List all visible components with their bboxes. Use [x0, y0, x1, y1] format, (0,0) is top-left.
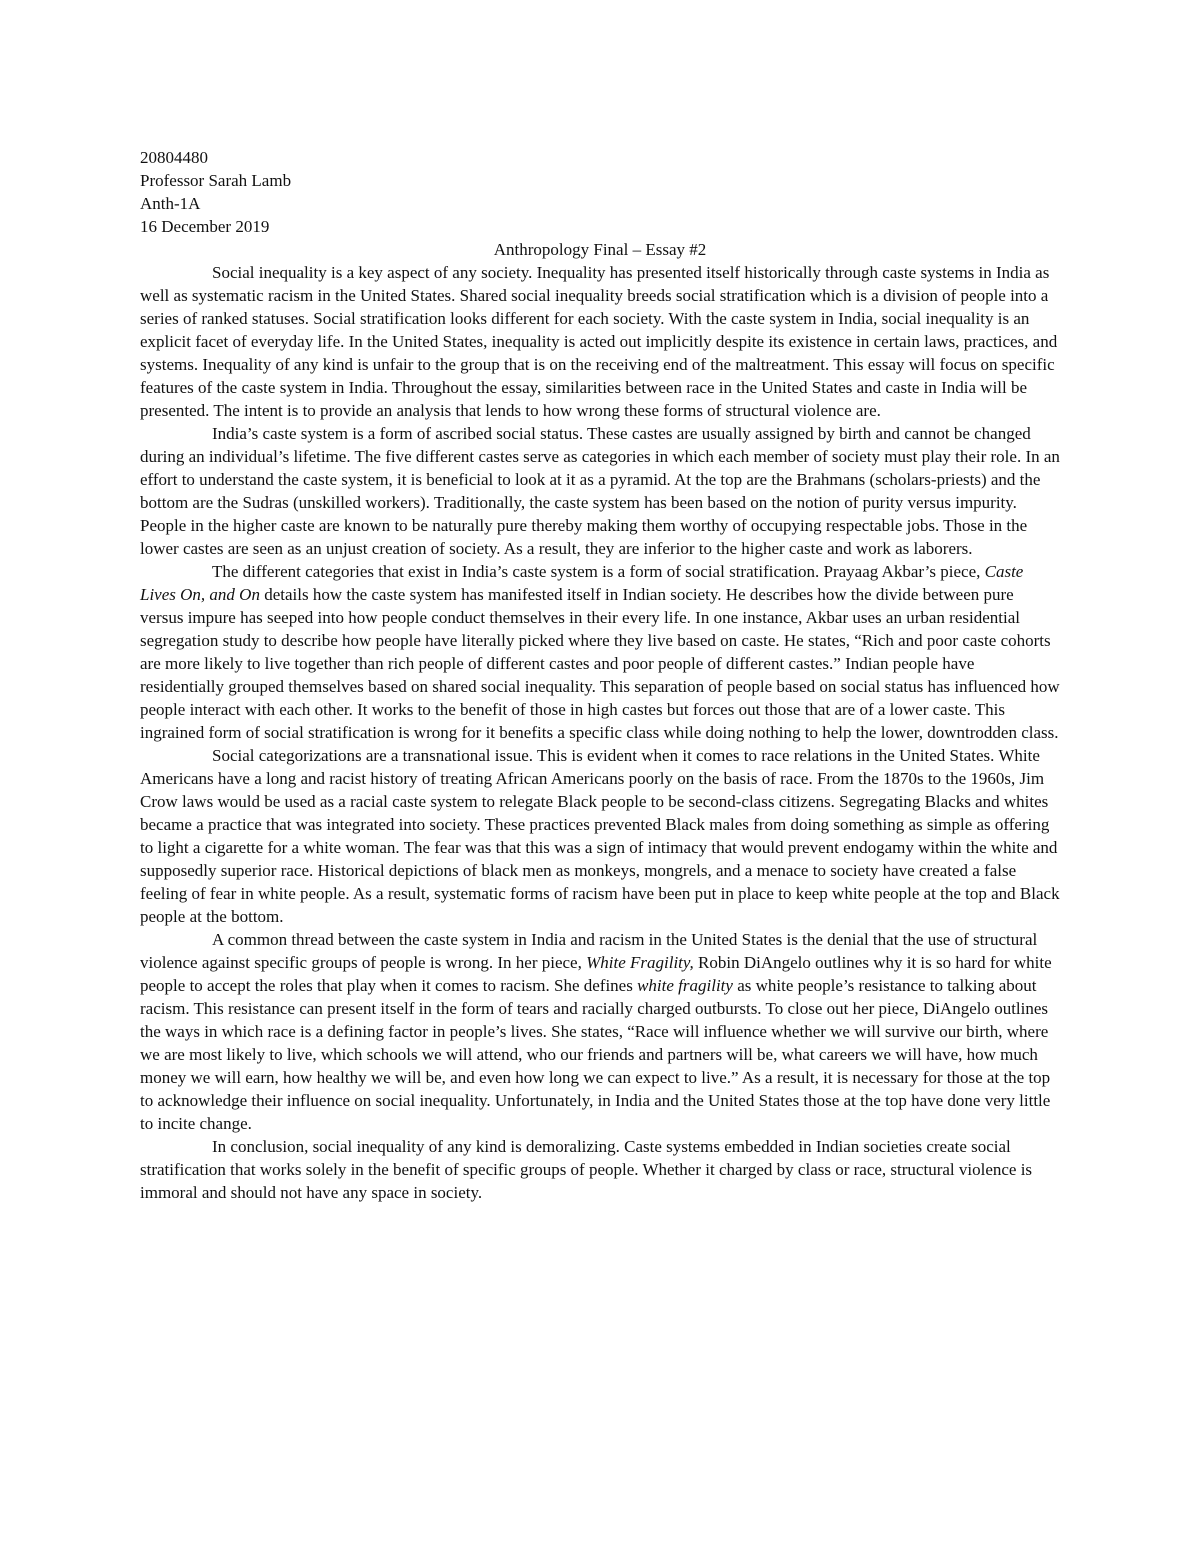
essay-date: 16 December 2019 — [140, 217, 270, 236]
paragraph-akbar-text-after: details how the caste system has manifested itself in Indian society. He describes how the divide between pure versus impure has seeped into how people conduct themselves in their every life. In one instance, Akbar uses an urban residential segregation study to describe how people have literally picked where they live based on caste. He states, “Rich and poor caste cohorts are more likely to live together than rich people of different castes and poor people of different castes.” Indian people have residentially grouped themselves based on shared social inequality. This separation of people based on social status has influenced how people interact with each other. It works to the benefit of those in high castes but forces out those that are of a lower caste. This ingrained form of social stratification is wrong for it benefits a specific class while doing nothing to help the lower, downtrodden class. — [140, 585, 1060, 742]
paragraph-us-race: Social categorizations are a transnational issue. This is evident when it comes to race relations in the United States. White Americans have a long and racist history of treating African Americans poorly on the basis of race. From the 1870s to the 1960s, Jim Crow laws would be used as a racial caste system to relegate Black people to be second-class citizens. Segregating Blacks and whites became a practice that was integrated into society. These practices prevented Black males from doing something as simple as offering to light a cigarette for a white woman. The fear was that this was a sign of intimacy that would prevent endogamy within the white and supposedly superior race. Historical depictions of black men as monkeys, mongrels, and a menace to society have created a false feeling of fear in white people. As a result, systematic forms of racism have been put in place to keep white people at the top and Black people at the bottom. — [140, 746, 1060, 926]
paragraph-conclusion: In conclusion, social inequality of any kind is demoralizing. Caste systems embedded in Indian societies create social stratification that works solely in the benefit of specific groups of people. Whether it charged by class or race, structural violence is immoral and should not have any space in society. — [140, 1137, 1033, 1202]
book-title-caste-lives-on: Caste Lives On, and On — [140, 562, 1024, 604]
course-name: Anth-1A — [140, 194, 201, 213]
paragraph-diangelo-text-after: as white people’s resistance to talking about racism. This resistance can present itself in the form of tears and racially charged outbursts. To close out her piece, DiAngelo outlines the ways in which race is a defining factor in people’s lives. She states, “Race will influence whether we will survive our birth, where we are most likely to live, which schools we will attend, who our friends and partners will be, what careers we will have, how much money we will earn, how healthy we will be, and even how long we can expect to live.” As a result, it is necessary for those at the top to acknowledge their influence on social inequality. Unfortunately, in India and the United States those at the top have done very little to incite change. — [140, 976, 1051, 1133]
paragraph-caste-system: India’s caste system is a form of ascribed social status. These castes are usually assigned by birth and cannot be changed during an individual’s lifetime. The five different castes serve as categories in which each member of society must play their role. In an effort to understand the caste system, it is beneficial to look at it as a pyramid. At the top are the Brahmans (scholars-priests) and the bottom are the Sudras (unskilled workers). Traditionally, the caste system has been based on the notion of purity versus impurity. People in the higher caste are known to be naturally pure thereby making them worthy of occupying respectable jobs. Those in the lower castes are seen as an unjust creation of society. As a result, they are inferior to the higher caste and work as laborers. — [140, 424, 1060, 558]
paragraph-diangelo-text-middle: Robin DiAngelo outlines why it is so hard for white people to accept the roles that play when it comes to racism. She defines — [140, 953, 1052, 995]
paragraph-diangelo — [140, 928, 1060, 1135]
student-id: 20804480 — [140, 148, 208, 167]
professor-name: Professor Sarah Lamb — [140, 171, 292, 190]
paragraph-akbar — [140, 560, 1060, 744]
paragraph-intro: Social inequality is a key aspect of any society. Inequality has presented itself historically through caste systems in India as well as systematic racism in the United States. Shared social inequality breeds social stratification which is a division of people into a series of ranked statuses. Social stratification looks different for each society. With the caste system in India, social inequality is an explicit facet of everyday life. In the United States, inequality is acted out implicitly despite its existence in certain laws, practices, and systems. Inequality of any kind is unfair to the group that is on the receiving end of the maltreatment. This essay will focus on specific features of the caste system in India. Throughout the essay, similarities between race in the United States and caste in India will be presented. The intent is to provide an analysis that lends to how wrong these forms of structural violence are. — [140, 263, 1058, 420]
term-white-fragility: white fragility — [637, 976, 733, 995]
essay-title: Anthropology Final – Essay #2 — [493, 240, 707, 259]
essay-page — [140, 146, 1060, 1204]
book-title-white-fragility: White Fragility, — [586, 953, 694, 972]
paragraph-diangelo-text-before: A common thread between the caste system in India and racism in the United States is the denial that the use of structural violence against specific groups of people is wrong. In her piece, — [140, 930, 1038, 972]
paragraph-akbar-text-before: The different categories that exist in India’s caste system is a form of social stratification. Prayaag Akbar’s piece, — [212, 562, 985, 581]
